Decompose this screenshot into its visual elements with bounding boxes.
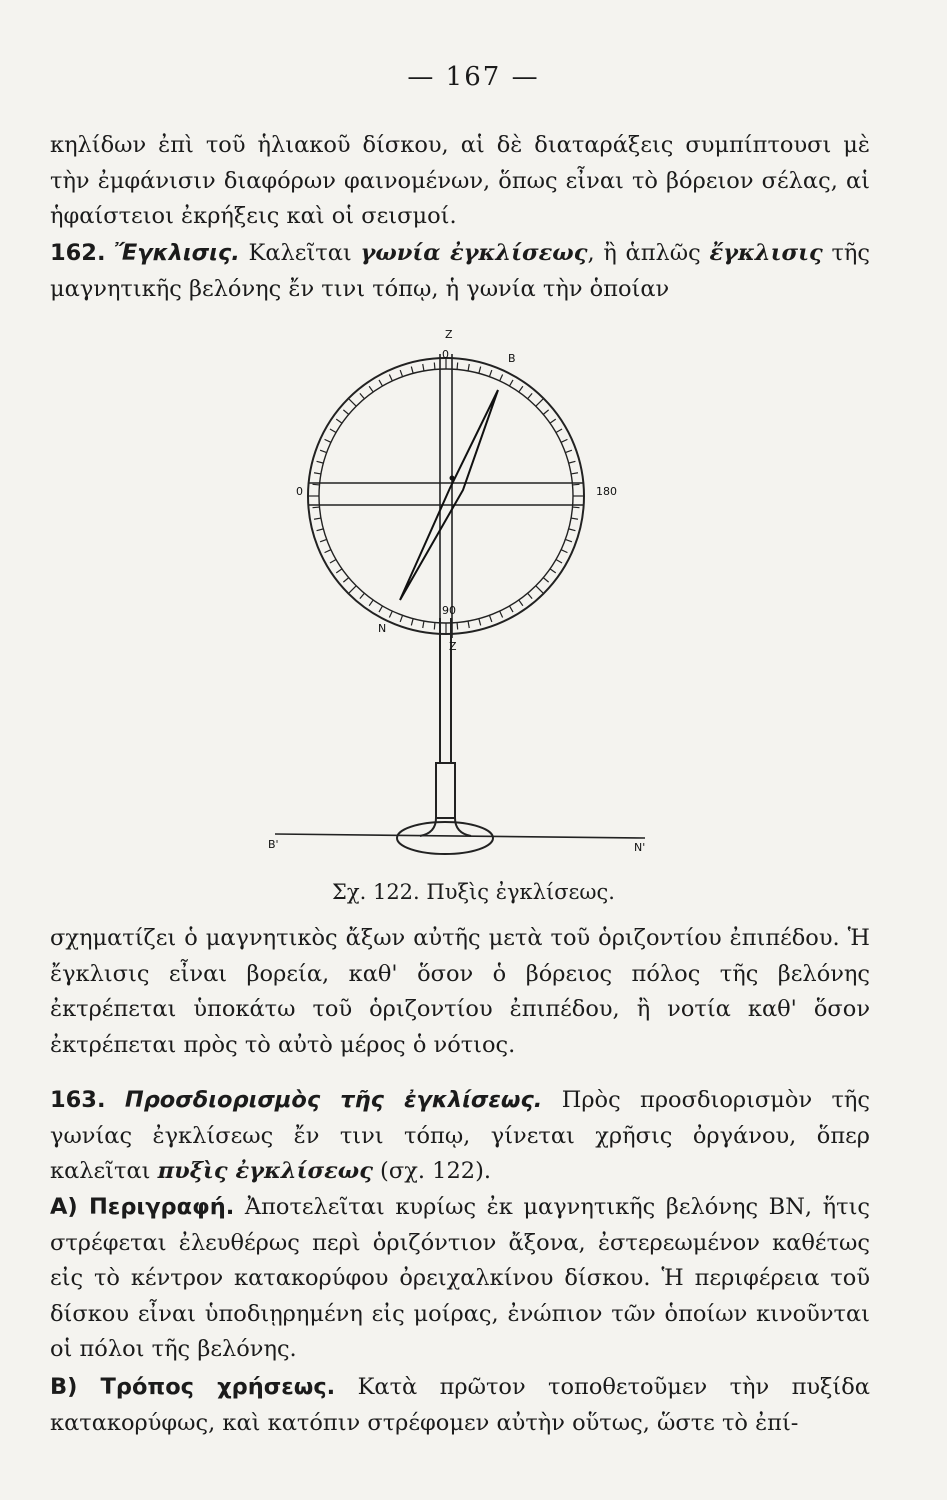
degree-tick — [500, 611, 503, 617]
degree-tick — [434, 363, 435, 370]
stand-base — [397, 822, 493, 854]
label-z-bottom: Z — [449, 640, 457, 653]
label-b-top: B — [508, 352, 516, 365]
degree-tick — [571, 518, 578, 519]
degree-tick — [556, 429, 562, 433]
paragraph-inclination-definition: σχηματίζει ὁ μαγνητικὸς ἄξων αὐτῆς μετὰ τοῦ ὁριζοντίου ἐπιπέδου. Ἡ ἔγκλισις εἶναι βορεία, καθ' ὅσον ὁ βόρειος πόλος τῆς βελόνης ἐκτρέπεται ὑποκάτω τοῦ ὁριζοντίου ἐπιπέδου, ἢ νοτία καθ' ὅσον ἐκτρέπεται πρὸς τὸ αὐτὸ μέρος ὁ νότιος. — [50, 925, 870, 1058]
degree-tick — [565, 450, 572, 452]
degree-tick — [550, 569, 556, 573]
label-zero-left: 0 — [296, 485, 303, 498]
degree-tick — [325, 439, 331, 442]
degree-tick — [411, 619, 413, 626]
degree-tick — [343, 410, 348, 414]
subheading-description: Α) Περιγραφή. — [50, 1194, 235, 1220]
degree-tick — [468, 364, 469, 371]
degree-tick — [313, 507, 320, 508]
horizontal-base-line — [275, 834, 645, 838]
section-number-162: 162. — [50, 240, 106, 266]
degree-tick — [330, 429, 336, 433]
degree-tick — [550, 419, 556, 423]
degree-tick — [348, 586, 356, 594]
degree-tick — [556, 560, 562, 564]
degree-tick — [317, 529, 324, 531]
stand-neck-right — [455, 818, 471, 836]
stand-sleeve — [436, 763, 455, 818]
degree-tick — [573, 484, 580, 485]
degree-tick — [434, 623, 435, 630]
degree-tick — [336, 419, 342, 423]
text-segment: Ἀποτελεῖται κυρίως ἐκ μαγνητικῆς βελόνης ΒΝ, ἥτις στρέφεται ἐλευθέρως περὶ ὁριζόντιον ἄξονα, ἐστερεωμένον καθέτως εἰς τὸ κέντρον κατακορύφου ὀρειχαλκίνου δίσκου. Ἡ περιφέρεια τοῦ δίσκου εἶναι ὑποδιῃρημένη εἰς μοίρας, ἐνώπιον τῶν ὁποίων κινοῦνται οἱ πόλοι τῆς βελόνης. — [50, 1194, 870, 1363]
degree-tick — [313, 484, 320, 485]
degree-tick — [573, 507, 580, 508]
label-n-base: N' — [634, 841, 646, 854]
degree-tick — [536, 398, 544, 406]
degree-tick — [379, 380, 383, 386]
needle-pivot — [450, 476, 455, 481]
degree-tick — [389, 611, 392, 617]
degree-tick — [325, 550, 331, 553]
degree-tick — [468, 621, 469, 628]
degree-tick — [528, 393, 532, 398]
label-ninety: 90 — [442, 604, 456, 617]
compass-drawing — [250, 318, 670, 873]
page-number: — 167 — — [407, 62, 540, 92]
degree-tick — [336, 569, 342, 573]
degree-tick — [343, 578, 348, 582]
text-segment: Πρὸς προσδιορισμὸν τῆς γωνίας ἐγκλίσεως ἔν τινι τόπῳ, γίνεται χρῆσις ὀργάνου, ὅπερ καλεῖται — [50, 1087, 871, 1185]
degree-tick — [411, 367, 413, 374]
figure-inclination-compass — [250, 318, 670, 873]
magnetic-needle — [400, 390, 498, 600]
paragraph-sunspots: κηλίδων ἐπὶ τοῦ ἡλιακοῦ δίσκου, αἱ δὲ διαταράξεις συμπίπτουσι μὲ τὴν ἐμφάνισιν διαφόρων φαινομένων, ὅπως εἶναι τὸ βόρειον σέλας, αἱ ἡφαίστειοι ἐκρήξεις καὶ οἱ σεισμοί. — [50, 132, 870, 230]
degree-tick — [569, 461, 576, 463]
degree-tick — [314, 473, 321, 474]
degree-tick — [389, 375, 392, 381]
degree-tick — [528, 593, 532, 598]
degree-tick — [320, 539, 327, 541]
degree-tick — [571, 473, 578, 474]
label-n: N — [378, 622, 387, 635]
degree-tick — [479, 619, 481, 626]
text-segment: Κατὰ πρῶτον τοποθετοῦμεν τὴν πυξίδα κατακορύφως, καὶ κατόπιν στρέφομεν αὐτὴν οὕτως, ὥστε τὸ ἐπί- — [50, 1374, 870, 1436]
degree-tick — [360, 593, 364, 598]
degree-tick — [320, 450, 327, 452]
degree-tick — [561, 550, 567, 553]
label-z-top: Z — [445, 328, 453, 341]
term-inclination: ἔγκλισις — [709, 240, 823, 266]
text-segment: τῆς μαγνητικῆς βελόνης ἔν τινι τόπῳ, ἡ γωνία τὴν ὁποίαν — [50, 240, 871, 302]
degree-tick — [423, 364, 424, 371]
degree-tick — [400, 615, 402, 622]
subheading-usage: Β) Τρόπος χρήσεως. — [50, 1374, 336, 1400]
degree-tick — [510, 606, 514, 612]
text-segment: Καλεῖται — [239, 240, 361, 266]
degree-tick — [423, 621, 424, 628]
degree-tick — [348, 398, 356, 406]
degree-tick — [360, 393, 364, 398]
text-segment: , ἢ ἁπλῶς — [587, 240, 710, 266]
degree-tick — [561, 439, 567, 442]
paragraph-description — [50, 1190, 870, 1368]
degree-tick — [510, 380, 514, 386]
label-180-right: 180 — [596, 485, 617, 498]
paragraph-162-inclination — [50, 236, 870, 307]
term-inclination-compass: πυξὶς ἐγκλίσεως — [157, 1158, 373, 1185]
label-zero-top: 0 — [442, 348, 449, 361]
degree-tick — [569, 529, 576, 531]
paragraph-usage — [50, 1370, 870, 1441]
degree-tick — [500, 375, 503, 381]
degree-tick — [457, 363, 458, 370]
degree-tick — [379, 606, 383, 612]
degree-tick — [543, 578, 548, 582]
stand-neck-left — [420, 818, 436, 836]
text-segment: (σχ. 122). — [372, 1158, 492, 1185]
section-number-163: 163. — [50, 1087, 106, 1113]
degree-tick — [543, 410, 548, 414]
degree-tick — [369, 600, 373, 606]
label-b-base: B' — [268, 838, 279, 851]
degree-tick — [457, 623, 458, 630]
degree-tick — [519, 386, 523, 392]
degree-tick — [330, 560, 336, 564]
degree-tick — [519, 600, 523, 606]
term-angle-of-inclination: γωνία ἐγκλίσεως — [360, 240, 588, 266]
degree-tick — [489, 615, 491, 622]
degree-tick — [369, 386, 373, 392]
section-heading-determination: Προσδιορισμὸς τῆς ἐγκλίσεως. — [124, 1087, 543, 1113]
degree-tick — [489, 370, 491, 377]
degree-tick — [314, 518, 321, 519]
degree-tick — [565, 539, 572, 541]
figure-caption: Σχ. 122. Πυξὶς ἐγκλίσεως. — [332, 880, 615, 904]
section-heading-inclination: Ἔγκλισις. — [114, 240, 240, 266]
degree-tick — [479, 367, 481, 374]
paragraph-163-determination — [50, 1083, 870, 1190]
degree-tick — [400, 370, 402, 377]
degree-tick — [536, 586, 544, 594]
degree-tick — [317, 461, 324, 463]
